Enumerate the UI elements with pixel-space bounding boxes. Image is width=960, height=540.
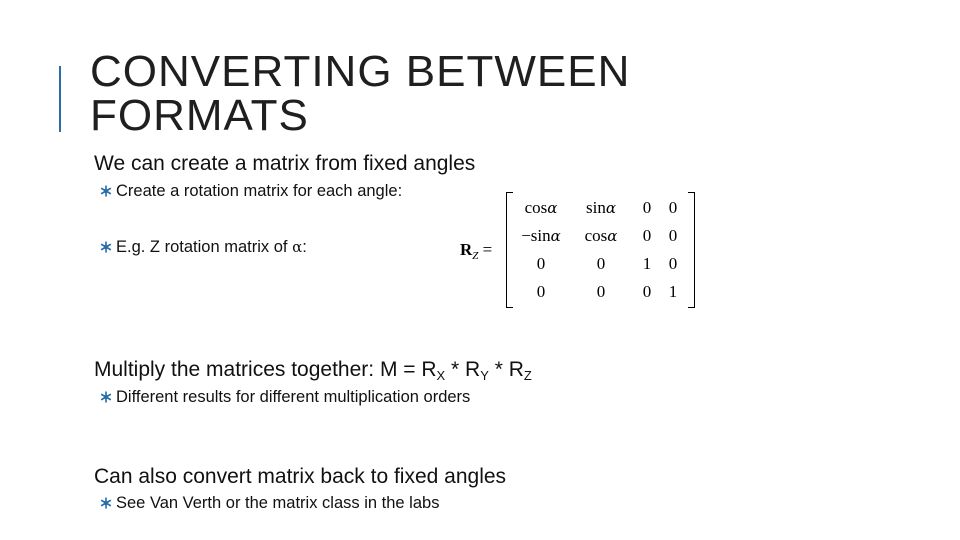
matrix-cell-argument: α — [547, 199, 558, 217]
title-accent-bar — [59, 66, 61, 132]
matrix-left-bracket — [506, 192, 513, 308]
sub-bullet-text: E.g. Z rotation matrix of — [116, 238, 293, 256]
sub-bullet-z-rotation — [100, 238, 307, 257]
multiply-op-1: * R — [445, 358, 481, 381]
subscript-z: Z — [523, 368, 532, 383]
sub-bullet-text: Create a rotation matrix for each angle: — [116, 182, 403, 200]
bullet-fixed-angles: We can create a matrix from fixed angles — [94, 152, 476, 175]
matrix-cell: 0 — [642, 282, 652, 301]
snowflake-asterisk-icon — [100, 391, 112, 403]
matrix-cell-function: −sin — [521, 226, 551, 245]
bullet-multiply-matrices — [94, 358, 532, 383]
slide-title-line-1: CONVERTING BETWEEN — [90, 47, 631, 96]
matrix-label — [460, 240, 492, 262]
matrix-cell-argument: α — [607, 227, 618, 245]
snowflake-asterisk-icon — [100, 185, 112, 197]
matrix-right-bracket — [688, 192, 695, 308]
slide-title — [90, 47, 790, 140]
matrix-cell-function: sin — [586, 198, 606, 217]
subscript-x: X — [436, 368, 446, 383]
sub-bullet-van-verth — [100, 494, 439, 513]
matrix-cell: 0 — [642, 198, 652, 217]
matrix-cell: 1 — [642, 254, 652, 273]
matrix-cell-argument: α — [605, 199, 616, 217]
rotation-matrix-rz — [458, 192, 698, 308]
matrix-cell: 1 — [668, 282, 678, 301]
matrix-cell: 0 — [668, 198, 678, 217]
multiply-op-2: * R — [488, 358, 524, 381]
sub-bullet-text: Different results for different multiplication orders — [116, 388, 471, 406]
matrix-cell-function: cos — [584, 226, 608, 245]
snowflake-asterisk-icon — [100, 241, 112, 253]
sub-bullet-rotation-matrix — [100, 182, 402, 201]
sub-bullet-colon: : — [302, 238, 307, 256]
matrix-cell: 0 — [536, 282, 546, 301]
multiply-text: Multiply the matrices together: M = R — [94, 358, 437, 381]
sub-bullet-text: See Van Verth or the matrix class in the labs — [116, 494, 440, 512]
matrix-label-symbol: R — [460, 240, 473, 259]
matrix-cell: 0 — [668, 226, 678, 245]
subscript-y: Y — [480, 368, 489, 383]
matrix-grid — [514, 194, 686, 306]
slide-title-line-2: FORMATS — [90, 91, 309, 140]
matrix-cell-function: cos — [524, 198, 548, 217]
matrix-cell: 0 — [596, 254, 606, 273]
matrix-cell: 0 — [668, 254, 678, 273]
matrix-cell — [514, 194, 568, 222]
alpha-symbol: α — [292, 238, 303, 256]
matrix-equals: = — [482, 240, 493, 259]
bullet-convert-back: Can also convert matrix back to fixed angles — [94, 465, 507, 488]
matrix-cell: 0 — [642, 226, 652, 245]
sub-bullet-different-orders — [100, 388, 470, 407]
matrix-cell — [568, 222, 634, 250]
matrix-cell: 0 — [596, 282, 606, 301]
matrix-cell-argument: α — [550, 227, 561, 245]
matrix-label-subscript: Z — [472, 250, 479, 262]
matrix-cell: 0 — [536, 254, 546, 273]
matrix-cell — [514, 222, 568, 250]
matrix-cell — [568, 194, 634, 222]
snowflake-asterisk-icon — [100, 497, 112, 509]
